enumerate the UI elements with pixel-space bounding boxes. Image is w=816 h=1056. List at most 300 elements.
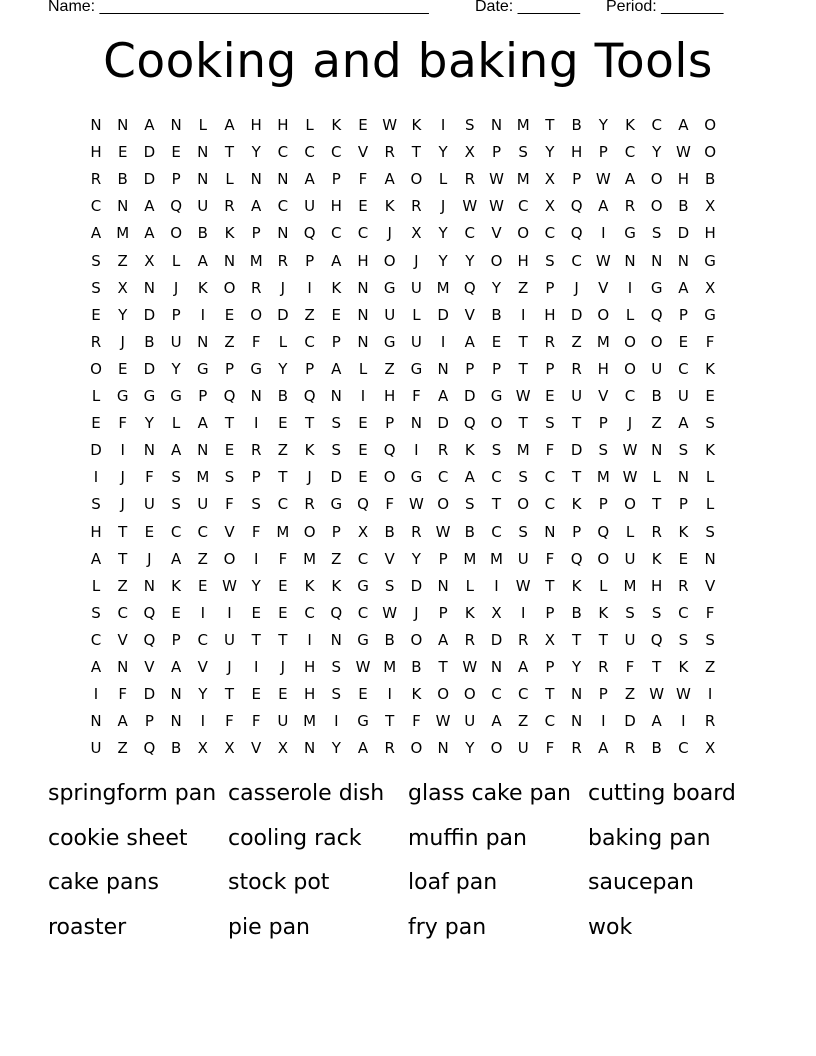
grid-letter: P [224,359,235,378]
grid-letter: C [197,630,209,649]
grid-letter: A [144,224,155,243]
grid-letter: O [223,278,236,297]
grid-letter: E [358,685,368,704]
grid-letter: E [358,414,368,433]
grid-letter: Z [704,658,716,676]
grid-letter: P [491,143,502,162]
grid-letter: C [491,468,502,487]
grid-letter: G [357,712,369,731]
grid-letter: S [91,495,101,514]
grid-letter: O [597,305,610,324]
grid-letter: N [223,251,236,270]
grid-letter: O [437,685,449,704]
grid-letter: O [250,305,263,324]
grid-letter: D [330,468,343,487]
grid-letter: P [545,278,555,297]
grid-letter: S [465,495,475,514]
grid-letter: L [225,170,234,189]
grid-letter: K [171,576,182,595]
grid-letter: Z [117,251,128,270]
grid-letter: K [331,278,342,297]
grid-letter: T [572,468,582,487]
grid-letter: B [678,197,689,216]
grid-letter: A [251,197,262,216]
grid-letter: A [384,170,395,189]
grid-letter: R [90,170,102,189]
grid-letter: K [678,522,689,541]
grid-letter: R [250,441,262,460]
grid-letter: N [250,170,262,189]
grid-letter: H [303,685,316,704]
grid-letter: P [171,630,181,649]
period-field-label: Period: _______ [606,0,724,15]
grid-letter: E [117,143,128,162]
grid-letter: F [625,658,635,676]
grid-letter: X [357,522,369,541]
grid-letter: J [120,332,125,351]
grid-letter: D [464,387,476,405]
grid-letter: N [143,278,155,297]
grid-letter: C [491,522,502,541]
grid-letter: Y [438,224,448,243]
grid-letter: U [410,278,422,297]
grid-letter: K [464,441,475,460]
grid-letter: C [170,522,182,541]
grid-row [0,359,816,386]
word-bank-item: baking pan [588,825,711,851]
grid-letter: R [250,278,262,297]
grid-letter: T [224,414,235,433]
grid-letter: M [516,170,530,189]
grid-letter: N [170,685,182,704]
grid-letter: M [463,549,477,568]
grid-letter: C [331,143,342,162]
grid-letter: S [491,441,502,460]
grid-letter: L [705,495,715,514]
grid-letter: F [705,603,715,622]
grid-letter: S [331,414,342,433]
grid-letter: B [464,522,475,541]
word-bank-item: cookie sheet [48,825,188,851]
grid-letter: E [278,576,288,595]
grid-letter: R [411,522,422,541]
grid-letter: T [518,414,528,433]
grid-letter: A [598,197,609,216]
grid-letter: E [171,603,181,622]
grid-letter: M [249,251,263,270]
grid-letter: S [331,658,342,676]
grid-letter: V [384,549,395,568]
grid-letter: Z [277,441,289,460]
grid-letter: X [197,739,208,758]
grid-letter: K [411,116,422,134]
grid-letter: A [678,278,689,297]
grid-letter: R [464,630,476,649]
grid-letter: B [117,170,128,189]
grid-letter: N [651,441,663,460]
grid-letter: O [383,468,396,487]
grid-letter: F [225,712,234,731]
grid-letter: A [331,359,342,378]
grid-letter: A [357,739,369,758]
grid-letter: L [652,468,661,487]
grid-letter: M [516,441,530,460]
grid-letter: O [624,495,636,514]
grid-letter: R [464,170,476,189]
grid-letter: W [595,251,611,270]
grid-letter: M [490,549,503,568]
grid-letter: F [225,495,234,514]
grid-row [0,251,816,278]
grid-letter: H [90,143,102,162]
grid-letter: U [304,197,316,216]
grid-letter: C [624,387,636,405]
grid-letter: L [171,251,181,270]
grid-letter: Q [597,522,610,541]
grid-letter: L [278,332,288,351]
grid-letter: O [517,224,530,243]
grid-letter: S [651,603,662,622]
grid-letter: I [334,712,339,731]
grid-letter: A [90,549,102,568]
grid-letter: B [651,739,662,758]
grid-letter: X [704,278,716,297]
grid-letter: A [437,387,449,405]
grid-letter: T [118,549,128,568]
grid-letter: S [705,630,715,649]
grid-letter: Z [518,712,529,731]
grid-letter: O [410,170,423,189]
grid-letter: E [278,414,288,433]
grid-letter: H [651,576,663,595]
grid-letter: X [544,630,556,649]
grid-row [0,305,816,332]
grid-letter: J [440,197,446,216]
grid-letter: S [171,495,181,514]
grid-letter: P [438,603,448,622]
word-bank-item: roaster [48,914,127,940]
grid-letter: E [678,332,689,351]
grid-letter: P [491,359,502,378]
grid-letter: L [91,576,101,595]
grid-letter: B [411,658,422,676]
grid-letter: S [545,251,555,270]
grid-letter: X [411,224,422,243]
grid-letter: C [357,603,369,622]
grid-letter: R [411,197,422,216]
grid-letter: B [144,332,155,351]
grid-row [0,278,816,305]
grid-letter: Z [624,685,636,704]
grid-letter: A [678,116,689,134]
grid-letter: I [440,116,446,134]
grid-letter: W [649,685,665,704]
grid-letter: Y [411,549,421,568]
grid-letter: C [90,197,102,216]
grid-letter: I [414,441,419,460]
grid-row [0,738,816,765]
grid-letter: A [678,414,689,433]
grid-letter: I [520,603,526,622]
grid-letter: P [198,387,208,405]
grid-letter: B [571,116,582,134]
grid-letter: J [307,468,312,487]
grid-letter: C [517,685,529,704]
grid-letter: S [384,576,395,595]
grid-letter: D [570,305,583,324]
grid-letter: N [490,658,503,676]
grid-letter: K [411,685,422,704]
grid-letter: C [544,468,556,487]
grid-letter: X [544,197,556,216]
grid-letter: T [572,630,582,649]
grid-letter: E [358,441,368,460]
grid-letter: O [517,495,530,514]
grid-letter: I [601,224,606,243]
grid-letter: O [624,359,636,378]
grid-letter: V [197,658,208,676]
grid-letter: G [143,387,156,405]
grid-letter: Z [331,549,342,568]
grid-letter: G [704,305,716,324]
grid-letter: H [250,116,262,134]
grid-letter: U [170,332,182,351]
grid-letter: U [277,712,289,731]
grid-letter: M [276,522,290,541]
grid-letter: V [117,630,128,649]
grid-letter: M [436,278,450,297]
grid-letter: Q [650,630,663,649]
grid-letter: F [385,495,394,514]
grid-letter: S [518,143,528,162]
grid-letter: P [251,224,261,243]
grid-letter: P [572,170,582,189]
grid-letter: V [144,658,155,676]
grid-row [0,711,816,738]
grid-letter: U [197,197,209,216]
grid-letter: E [171,143,181,162]
grid-letter: W [462,658,478,676]
grid-letter: E [198,576,208,595]
word-bank-item: glass cake pan [408,781,571,806]
grid-letter: M [596,468,610,487]
grid-row [0,522,816,549]
grid-letter: P [171,170,181,189]
grid-letter: X [464,143,475,162]
grid-letter: V [464,305,475,324]
grid-letter: A [464,332,475,351]
grid-letter: C [90,630,102,649]
grid-letter: R [224,197,235,216]
grid-letter: N [544,522,556,541]
grid-letter: U [677,387,689,405]
grid-letter: H [357,251,369,270]
grid-letter: X [224,739,235,758]
page-title: Cooking and baking Tools [103,34,713,89]
grid-letter: P [545,658,555,676]
word-bank-item: loaf pan [408,870,498,895]
grid-letter: C [357,549,369,568]
grid-letter: G [490,387,503,405]
grid-letter: Y [438,143,448,162]
grid-letter: W [222,576,237,595]
grid-letter: X [704,197,716,216]
grid-letter: N [357,305,369,324]
grid-letter: S [678,441,689,460]
grid-letter: B [651,387,662,405]
grid-letter: Y [465,739,475,758]
grid-letter: C [544,224,556,243]
grid-letter: Z [117,576,128,595]
grid-letter: I [440,332,446,351]
grid-letter: F [251,712,261,731]
grid-letter: I [93,685,99,704]
grid-letter: Y [171,359,181,378]
grid-letter: I [681,712,686,731]
grid-letter: R [384,143,395,162]
grid-letter: U [384,305,396,324]
grid-letter: Q [143,739,156,758]
grid-letter: B [277,387,289,405]
grid-letter: T [545,116,555,134]
grid-letter: C [277,495,289,514]
grid-letter: T [652,495,662,514]
grid-letter: C [117,603,128,622]
grid-letter: O [490,739,503,758]
grid-letter: G [357,630,369,649]
grid-letter: F [545,441,555,460]
grid-letter: Y [251,143,261,162]
grid-letter: R [704,712,716,731]
grid-letter: J [147,549,152,568]
grid-letter: Q [570,549,583,568]
grid-letter: I [200,712,206,731]
grid-letter: W [435,522,451,541]
grid-letter: O [490,414,503,433]
grid-letter: W [675,143,691,162]
grid-letter: A [90,658,102,676]
grid-letter: P [144,712,154,731]
grid-letter: Q [463,414,476,433]
grid-row [0,549,816,576]
grid-letter: V [598,387,609,405]
grid-letter: E [331,305,342,324]
grid-letter: Q [650,305,663,324]
grid-letter: N [117,658,129,676]
grid-letter: A [224,116,235,134]
grid-letter: I [120,441,125,460]
grid-letter: T [224,685,235,704]
grid-letter: P [305,251,315,270]
grid-letter: C [304,603,315,622]
grid-letter: X [544,170,556,189]
grid-letter: L [625,305,635,324]
grid-letter: S [91,603,101,622]
grid-letter: U [624,630,636,649]
grid-letter: E [491,332,502,351]
grid-letter: U [517,739,529,758]
grid-letter: S [598,441,609,460]
grid-letter: D [410,576,423,595]
grid-letter: A [464,468,475,487]
grid-letter: J [387,224,392,243]
grid-letter: F [118,685,127,704]
grid-letter: O [463,685,476,704]
word-bank-item: pie pan [228,914,310,940]
grid-letter: Y [465,251,475,270]
grid-letter: N [197,143,209,162]
grid-letter: S [678,630,689,649]
grid-letter: D [143,170,156,189]
grid-letter: R [517,630,529,649]
grid-letter: L [198,116,207,134]
grid-letter: R [437,441,449,460]
grid-letter: A [144,197,155,216]
grid-letter: P [545,359,555,378]
grid-letter: G [650,278,663,297]
grid-letter: F [412,387,421,405]
grid-letter: B [491,305,502,324]
grid-letter: B [170,739,182,758]
grid-row [0,223,816,250]
grid-letter: M [596,332,610,351]
grid-letter: G [357,576,369,595]
grid-letter: I [707,685,713,704]
grid-row [0,413,816,440]
grid-letter: A [170,441,182,460]
grid-letter: N [437,739,449,758]
grid-letter: Z [304,305,315,324]
grid-letter: O [704,116,716,134]
grid-letter: A [624,170,636,189]
grid-letter: P [385,414,395,433]
grid-letter: A [197,414,208,433]
grid-letter: L [465,576,474,595]
grid-letter: T [518,332,528,351]
grid-letter: N [570,712,583,731]
grid-letter: F [251,522,261,541]
grid-letter: E [278,685,288,704]
grid-letter: X [144,251,155,270]
grid-letter: I [200,305,206,324]
grid-letter: N [277,224,289,243]
grid-letter: K [197,278,208,297]
grid-letter: P [572,522,582,541]
grid-letter: R [384,739,395,758]
grid-letter: P [678,305,688,324]
grid-letter: Q [570,224,583,243]
grid-letter: K [705,359,716,378]
grid-letter: T [545,685,555,704]
grid-letter: G [410,468,423,487]
grid-letter: Q [330,603,343,622]
grid-row [0,142,816,169]
grid-row [0,684,816,711]
grid-letter: L [305,116,314,134]
grid-letter: O [650,332,663,351]
grid-letter: P [465,359,475,378]
grid-letter: N [651,251,663,270]
grid-letter: R [571,359,582,378]
grid-letter: G [624,224,636,243]
grid-letter: U [571,387,583,405]
grid-letter: W [489,197,504,216]
grid-letter: I [387,685,392,704]
grid-letter: N [490,116,503,134]
grid-letter: P [171,305,181,324]
grid-letter: F [545,739,555,758]
grid-letter: Z [117,739,128,758]
